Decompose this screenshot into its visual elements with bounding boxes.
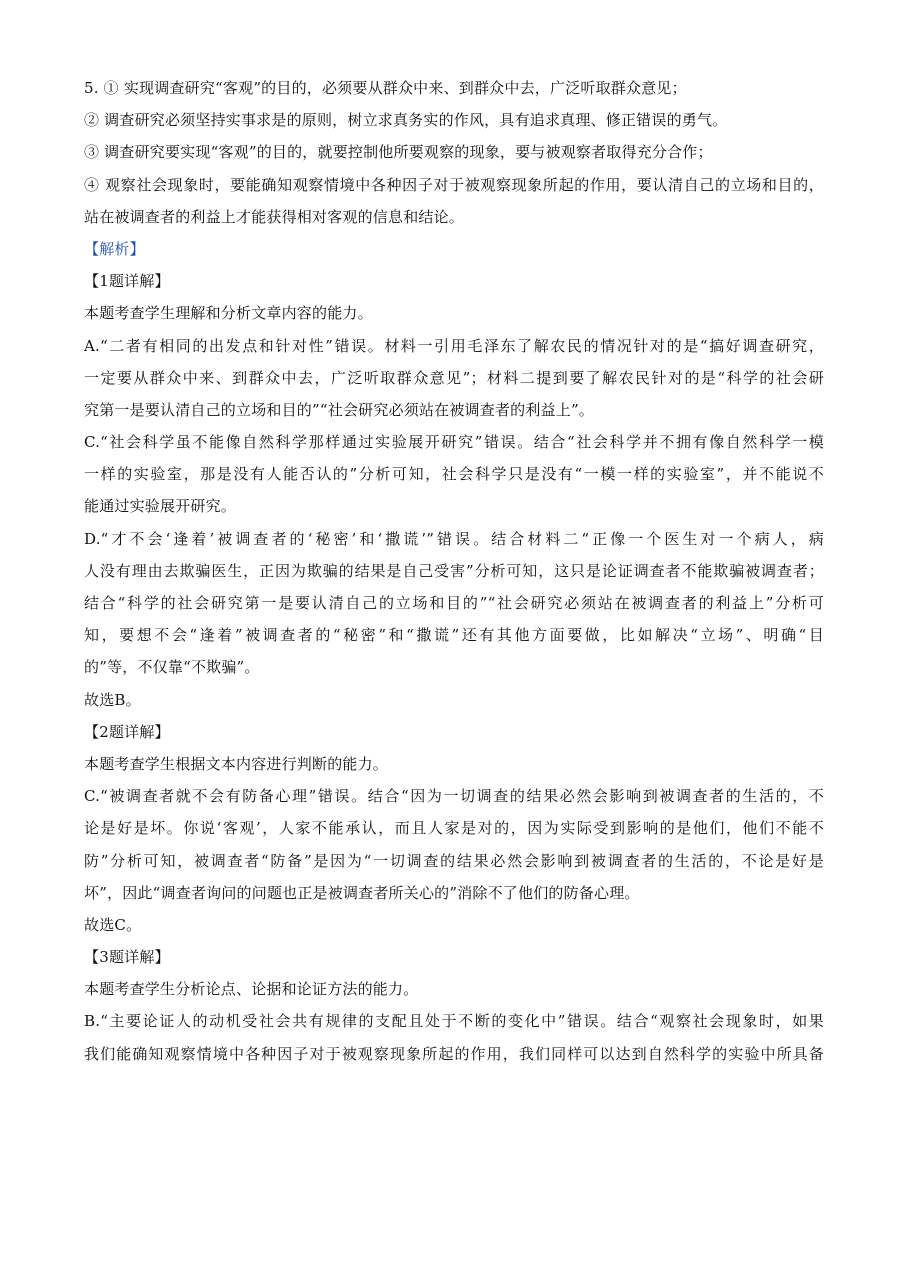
q2-option-c-line-1: C.“被调查者就不会有防备心理”错误。结合“因为一切调查的结果必然会影响到被调查者的生活的，不	[84, 787, 824, 806]
q1-option-d-line-5: 的”等，不仅靠“不欺骗”。	[84, 658, 260, 677]
q5-item-1: 5. ① 实现调查研究“客观”的目的，必须要从群众中来、到群众中去，广泛听取群众意见；	[84, 79, 687, 97]
q1-option-d-line-3: 结合“科学的社会研究第一是要认清自己的立场和目的”“社会研究必须站在被调查者的利益上”分析可	[84, 594, 824, 612]
q1-option-a-line-1: A.“二者有相同的出发点和针对性”错误。材料一引用毛泽东了解农民的情况针对的是“搞好调查研究，	[84, 336, 824, 355]
document-page	[84, 72, 824, 1070]
q1-option-a-line-2: 一定要从群众中来、到群众中去，广泛听取群众意见”；材料二提到要了解农民针对的是“科学的社会研	[84, 368, 824, 387]
q1-answer: 故选B。	[84, 690, 141, 709]
q3-intro: 本题考查学生分析论点、论据和论证方法的能力。	[84, 980, 419, 999]
q1-option-d-line-4: 知，要想不会“逢着”被调查者的“秘密”和“撒谎”还有其他方面要做，比如解决“立场”、明确“目	[84, 626, 824, 645]
q2-heading: 【2题详解】	[84, 722, 170, 741]
q1-option-c-line-2: 一样的实验室，那是没有人能否认的”分析可知，社会科学只是没有“一模一样的实验室”，并不能说不	[84, 465, 824, 484]
q5-item-4-line-2: 站在被调查者的利益上才能获得相对客观的信息和结论。	[84, 207, 465, 226]
q5-item-2: ② 调查研究必须坚持实事求是的原则，树立求真务实的作风，具有追求真理、修正错误的勇气。	[84, 111, 728, 130]
analysis-label: 【解析】	[84, 239, 145, 258]
q2-intro: 本题考查学生根据文本内容进行判断的能力。	[84, 754, 389, 773]
q1-heading: 【1题详解】	[84, 272, 170, 291]
q1-option-d-line-2: 人没有理由去欺骗医生，正因为欺骗的结果是自己受害”分析可知，这只是论证调查者不能欺骗被调查者；	[84, 561, 824, 580]
q2-option-c-line-4: 坏”，因此“调查者询问的问题也正是被调查者所关心的”消除不了他们的防备心理。	[84, 883, 640, 902]
q3-option-b-line-1: B.“主要论证人的动机受社会共有规律的支配且处于不断的变化中”错误。结合“观察社会现象时，如果	[84, 1012, 824, 1031]
q3-heading: 【3题详解】	[84, 948, 170, 967]
q1-option-c-line-3: 能通过实验展开研究。	[84, 497, 237, 516]
q2-option-c-line-2: 论是好是坏。你说‘客观’，人家不能承认，而且人家是对的，因为实际受到影响的是他们，他们不能不	[84, 819, 824, 838]
q1-option-c-line-1: C.“社会科学虽不能像自然科学那样通过实验展开研究”错误。结合“社会科学并不拥有像自然科学一模	[84, 433, 824, 452]
q3-option-b-line-2: 我们能确知观察情境中各种因子对于被观察现象所起的作用，我们同样可以达到自然科学的实验中所具备	[84, 1044, 824, 1063]
q2-option-c-line-3: 防”分析可知，被调查者“防备”是因为“一切调查的结果必然会影响到被调查者的生活的，不论是好是	[84, 851, 824, 870]
q1-intro: 本题考查学生理解和分析文章内容的能力。	[84, 304, 373, 323]
q5-item-4-line-1: ④ 观察社会现象时，要能确知观察情境中各种因子对于被观察现象所起的作用，要认清自己的立场和目的，	[84, 175, 824, 194]
q1-option-d-line-1: D.“才不会‘逢着’被调查者的‘秘密’和‘撒谎’”错误。结合材料二“正像一个医生对一个病人，病	[84, 529, 824, 548]
q5-item-3: ③ 调查研究要实现“客观”的目的，就要控制他所要观察的现象，要与被观察者取得充分合作；	[84, 143, 713, 162]
q1-option-a-line-3: 究第一是要认清自己的立场和目的”“社会研究必须站在被调查者的利益上”。	[84, 400, 595, 419]
q2-answer: 故选C。	[84, 915, 142, 934]
